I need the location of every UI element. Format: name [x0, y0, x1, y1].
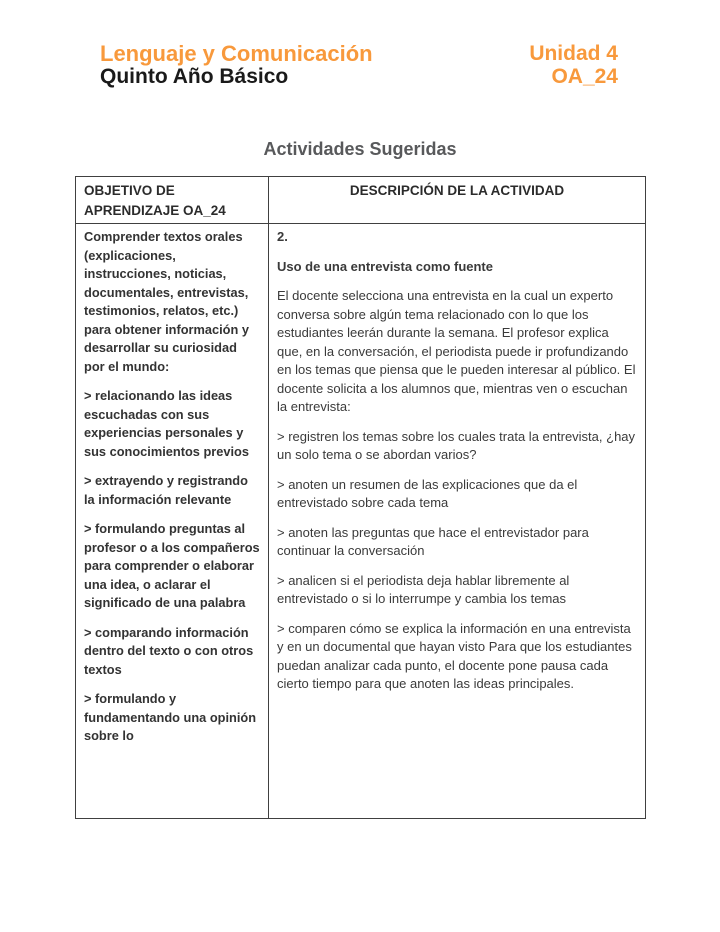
objective-column-header: OBJETIVO DE APRENDIZAJE OA_24 [76, 177, 269, 224]
description-cell-content [277, 228, 637, 818]
objective-intro: Comprender textos orales (explicaciones, instrucciones, noticias, documentales, entrevistas, testimonios, relatos, etc.) para obtener información y desarrollar su curiosidad por el mundo: [84, 229, 249, 374]
activity-paragraph: > comparen cómo se explica la información en una entrevista y en un documental que hayan visto Para que los estudiantes puedan analizar cada punto, el docente pone pausa cada cierto tiempo para que anoten las ideas principales. [277, 620, 632, 691]
table-header-row [76, 177, 646, 224]
unit-label: Unidad 4 [529, 42, 618, 65]
objective-cell [76, 224, 269, 819]
activities-table [75, 176, 646, 819]
grade-title: Quinto Año Básico [100, 65, 289, 88]
header-right [529, 42, 618, 89]
activity-paragraph: > analicen si el periodista deja hablar libremente al entrevistado o si lo interrumpe y cambia los temas [277, 572, 570, 606]
oa-code-label: OA_24 [551, 65, 618, 88]
objective-bullet: > relacionando las ideas escuchadas con sus experiencias personales y sus conocimientos previos [84, 388, 249, 459]
objective-bullet: > formulando y fundamentando una opinión sobre lo [84, 691, 257, 743]
activity-paragraph: > anoten las preguntas que hace el entrevistador para continuar la conversación [277, 524, 589, 558]
subject-title: Lenguaje y Comunicación [100, 41, 373, 66]
objective-bullet: > formulando preguntas al profesor o a los compañeros para comprender o elaborar una idea, o aclarar el significado de una palabra [84, 521, 260, 610]
table-body-row [76, 224, 646, 819]
activity-paragraph: El docente selecciona una entrevista en la cual un experto conversa sobre algún tema relacionado con lo que los estudiantes leerán durante la semana. El profesor explica que, en la conversación, el periodista puede ir profundizando en los temas que piensa que le pueden interesar al público. El docente solicita a los alumnos que, mientras ven o escuchan la entrevista: [277, 288, 636, 414]
header-left [100, 42, 373, 89]
activity-paragraph: > anoten un resumen de las explicaciones que da el entrevistado sobre cada tema [277, 476, 578, 510]
activity-subtitle: Uso de una entrevista como fuente [277, 258, 493, 274]
description-column-header: DESCRIPCIÓN DE LA ACTIVIDAD [269, 177, 646, 224]
objective-cell-content [84, 228, 260, 818]
document-header [100, 42, 618, 89]
page-title: Actividades Sugeridas [263, 139, 457, 159]
description-cell [269, 224, 646, 819]
activity-paragraph: > registren los temas sobre los cuales trata la entrevista, ¿hay un solo tema o se abordan varios? [277, 428, 636, 462]
activity-number: 2. [277, 229, 288, 244]
objective-bullet: > extrayendo y registrando la información relevante [84, 473, 248, 507]
objective-bullet: > comparando información dentro del texto o con otros textos [84, 624, 254, 677]
